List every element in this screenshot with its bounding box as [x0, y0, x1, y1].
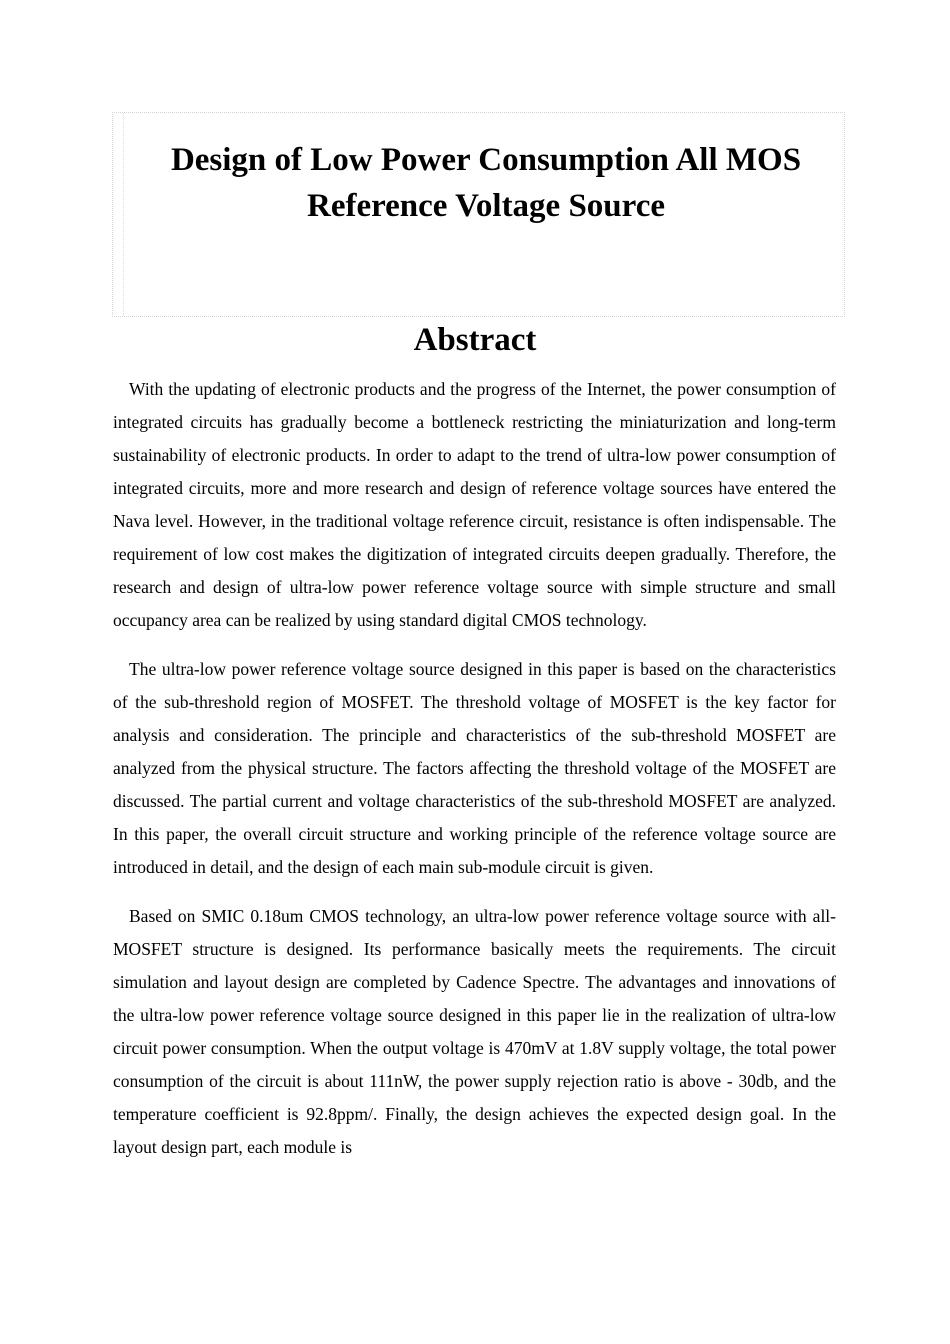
title-frame-guide — [123, 113, 124, 316]
abstract-heading: Abstract — [413, 322, 537, 358]
abstract-paragraph-1: With the updating of electronic products and the progress of the Internet, the power consumption of integrated circuits has gradually become a bottleneck restricting the miniaturization and long-term sustainability of electronic products. In order to adapt to the trend of ultra-low power consumption of integrated circuits, more and more research and design of reference voltage sources have entered the Nava level. However, in the traditional voltage reference circuit, resistance is often indispensable. The requirement of low cost makes the digitization of integrated circuits deepen gradually. Therefore, the research and design of ultra-low power reference voltage source with simple structure and small occupancy area can be realized by using standard digital CMOS technology. — [113, 379, 836, 630]
abstract-body — [113, 373, 836, 1253]
abstract-paragraph-3: Based on SMIC 0.18um CMOS technology, an ultra-low power reference voltage source with all-MOSFET structure is designed. Its performance basically meets the requirements. The circuit simulation and layout design are completed by Cadence Spectre. The advantages and innovations of the ultra-low power reference voltage source designed in this paper lie in the realization of ultra-low circuit power consumption. When the output voltage is 470mV at 1.8V supply voltage, the total power consumption of the circuit is about 111nW, the power supply rejection ratio is above - 30db, and the temperature coefficient is 92.8ppm/. Finally, the design achieves the expected design goal. In the layout design part, each module is — [113, 906, 836, 1157]
document-title: Design of Low Power Consumption All MOS Reference Voltage Source — [170, 142, 802, 224]
title-frame — [112, 112, 845, 317]
abstract-paragraph-2: The ultra-low power reference voltage source designed in this paper is based on the characteristics of the sub-threshold region of MOSFET. The threshold voltage of MOSFET is the key factor for analysis and consideration. The principle and characteristics of the sub-threshold MOSFET are analyzed from the physical structure. The factors affecting the threshold voltage of the MOSFET are discussed. The partial current and voltage characteristics of the sub-threshold MOSFET are analyzed. In this paper, the overall circuit structure and working principle of the reference voltage source are introduced in detail, and the design of each main sub-module circuit is given. — [113, 659, 836, 877]
